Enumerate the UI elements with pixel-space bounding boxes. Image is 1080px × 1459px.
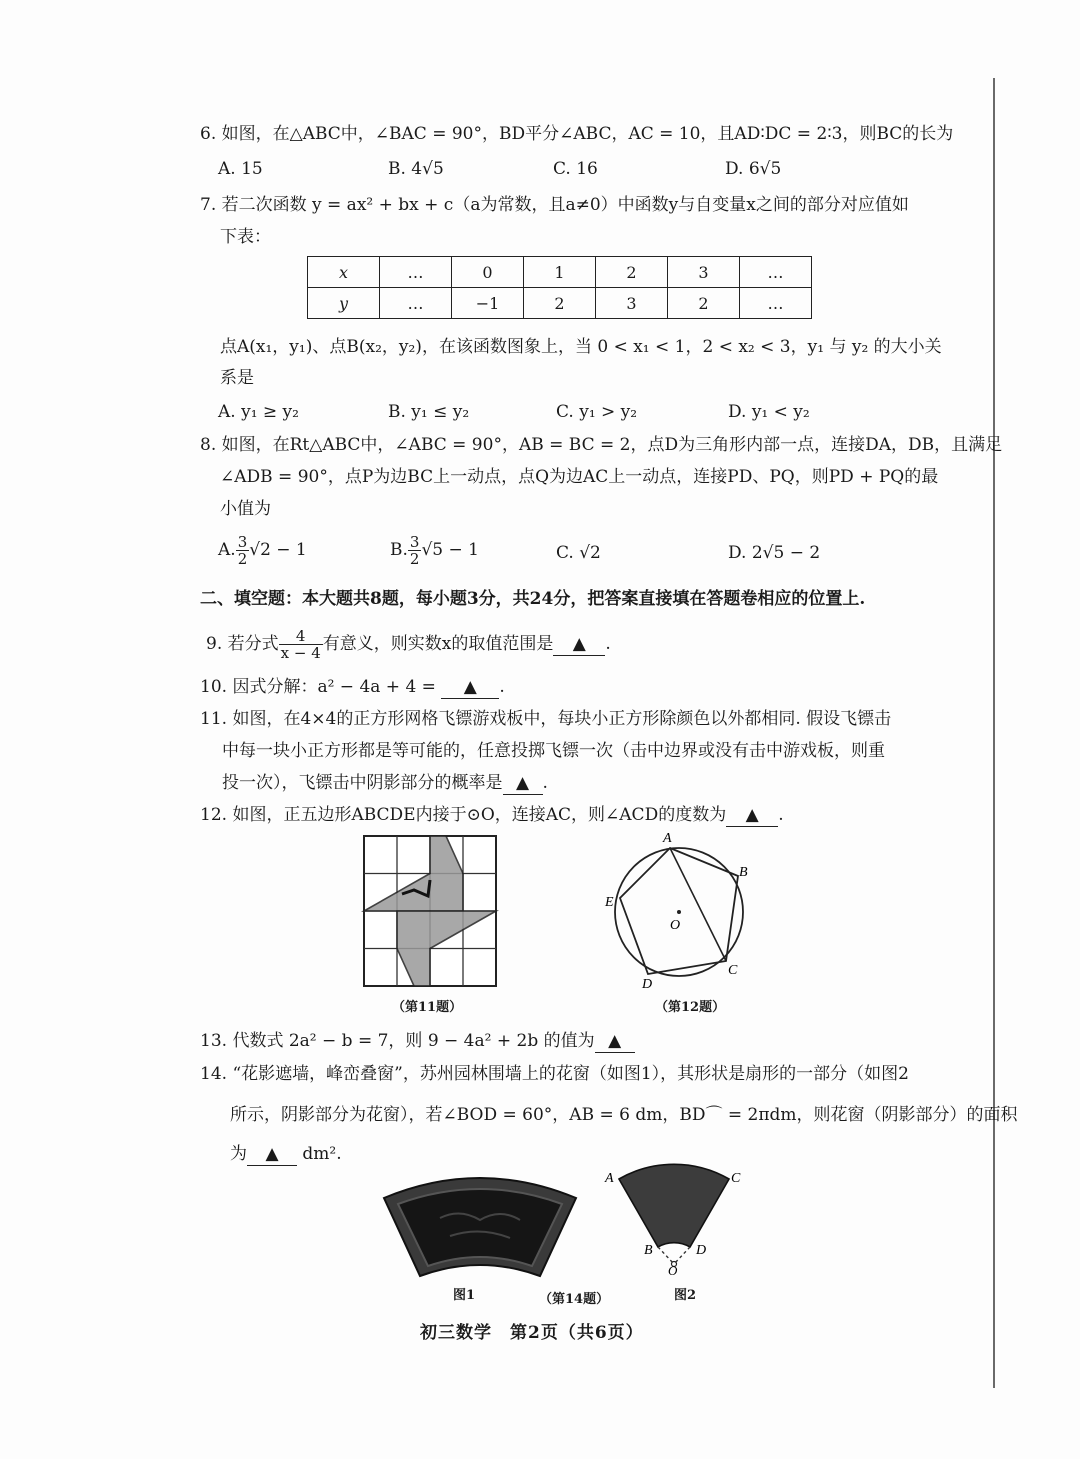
option-rest: √5 − 1 <box>421 540 479 560</box>
q6-option-d: D. 6√5 <box>725 159 782 179</box>
q7-stem-line1: 7. 若二次函数 y = ax² + bx + c（a为常数，且a≠0）中函数y与自变量x之间的部分对应值如 <box>200 195 909 215</box>
q13-line <box>200 1030 635 1053</box>
label-b: B <box>644 1243 653 1258</box>
table-cell: … <box>380 288 452 319</box>
fraction-denominator: 2 <box>409 550 420 568</box>
table-cell: 3 <box>596 288 668 319</box>
q14-line3 <box>230 1143 342 1166</box>
table-cell: 0 <box>452 257 524 288</box>
table-row <box>308 257 812 288</box>
q8-stem-line2: ∠ADB = 90°，点P为边BC上一动点，点Q为边AC上一动点，连接PD、PQ，则PD + PQ的最 <box>220 467 939 487</box>
q11-line2: 中每一块小正方形都是等可能的，任意投掷飞镖一次（击中边界或没有击中游戏板，则重 <box>222 741 885 761</box>
q11-dartboard-figure <box>362 834 498 988</box>
q14-prefix: 为 <box>230 1144 247 1164</box>
label-d: D <box>696 1243 707 1258</box>
answer-triangle: ▲ <box>463 677 477 697</box>
answer-blank <box>726 804 778 827</box>
q7-text-line1: 点A(x₁，y₁)、点B(x₂，y₂)，在该函数图象上，当 0 < x₁ < 1，2 < x₂ < 3，y₁ 与 y₂ 的大小关 <box>220 337 942 357</box>
q10-text: 10. 因式分解：a² − 4a + 4 = <box>200 677 436 697</box>
q7-option-d: D. y₁ < y₂ <box>728 402 810 422</box>
fraction <box>279 628 323 661</box>
q7-option-b: B. y₁ ≤ y₂ <box>388 402 470 422</box>
q8-option-b <box>390 534 479 567</box>
table-cell: 2 <box>524 288 596 319</box>
fraction-denominator: x − 4 <box>280 644 321 662</box>
q9-end: . <box>605 634 611 654</box>
q8-option-a <box>218 534 307 567</box>
table-cell: 2 <box>596 257 668 288</box>
q8-option-d: D. 2√5 − 2 <box>728 543 821 563</box>
q10-line <box>200 676 505 699</box>
q9-line <box>206 628 611 661</box>
q7-stem-line2: 下表： <box>220 227 271 247</box>
fraction <box>408 534 422 567</box>
page-footer: 初三数学 第2页（共6页） <box>420 1323 644 1343</box>
table-cell: 1 <box>524 257 596 288</box>
q6-option-a: A. 15 <box>218 159 263 179</box>
fig14-caption: （第14题） <box>539 1292 610 1307</box>
q9-prefix: 9. 若分式 <box>206 634 279 654</box>
table-cell: 3 <box>668 257 740 288</box>
label-o: O <box>668 1263 678 1278</box>
q8-option-c: C. √2 <box>556 543 601 563</box>
fraction <box>236 534 250 567</box>
label-c: C <box>731 1171 741 1186</box>
table-cell: … <box>380 257 452 288</box>
section-two-heading: 二、填空题：本大题共8题，每小题3分，共24分，把答案直接填在答题卷相应的位置上. <box>200 589 866 609</box>
q6-option-c: C. 16 <box>553 159 598 179</box>
table-cell: x <box>308 257 380 288</box>
label-c: C <box>728 963 738 978</box>
answer-triangle: ▲ <box>515 773 530 793</box>
option-rest: √2 − 1 <box>249 540 307 560</box>
table-cell: … <box>740 257 812 288</box>
answer-triangle: ▲ <box>572 634 586 654</box>
label-a: A <box>663 831 672 846</box>
fraction-numerator: 4 <box>279 628 323 645</box>
q7-option-a: A. y₁ ≥ y₂ <box>218 402 299 422</box>
q12-end: . <box>778 805 784 825</box>
q6-stem: 6. 如图，在△ABC中，∠BAC = 90°，BD平分∠ABC，AC = 10，且AD∶DC = 2∶3，则BC的长为 <box>200 124 954 144</box>
q9-suffix: 有意义，则实数x的取值范围是 <box>322 634 554 654</box>
q11-text: 投一次），飞镖击中阴影部分的概率是 <box>222 773 503 793</box>
page-edge-rule <box>993 78 995 1388</box>
q14-line2: 所示，阴影部分为花窗），若∠BOD = 60°，AB = 6 dm，BD⌒ = 2πdm，则花窗（阴影部分）的面积 <box>230 1105 1018 1125</box>
q6-option-b: B. 4√5 <box>388 159 444 179</box>
fig12-caption: （第12题） <box>655 1000 726 1015</box>
answer-triangle: ▲ <box>608 1031 622 1051</box>
label-a: A <box>605 1171 614 1186</box>
q11-line3 <box>222 772 548 795</box>
q13-text: 13. 代数式 2a² − b = 7，则 9 − 4a² + 2b 的值为 <box>200 1031 595 1051</box>
q12-line <box>200 804 784 827</box>
fig11-caption: （第11题） <box>392 1000 463 1015</box>
answer-blank <box>553 633 605 656</box>
q8-stem-line1: 8. 如图，在Rt△ABC中，∠ABC = 90°，AB = BC = 2，点D为三角形内部一点，连接DA，DB，且满足 <box>200 435 1003 455</box>
q14-flower-window-photo <box>380 1168 580 1284</box>
q7-option-c: C. y₁ > y₂ <box>556 402 638 422</box>
q11-line1: 11. 如图，在4×4的正方形网格飞镖游戏板中，每块小正方形除颜色以外都相同. 假设飞镖击 <box>200 709 892 729</box>
option-letter: A. <box>218 540 236 560</box>
q7-value-table <box>307 256 812 319</box>
q12-text: 12. 如图，正五边形ABCDE内接于⊙O，连接AC，则∠ACD的度数为 <box>200 805 727 825</box>
q7-text-line2: 系是 <box>220 368 254 388</box>
label-d: D <box>642 977 653 992</box>
table-row <box>308 288 812 319</box>
q12-pentagon-figure <box>606 828 766 992</box>
fraction-denominator: 2 <box>237 550 248 568</box>
answer-blank <box>247 1143 297 1166</box>
q14-sector-figure <box>600 1158 750 1276</box>
table-cell: 2 <box>668 288 740 319</box>
fig14-1-label: 图1 <box>453 1288 476 1303</box>
table-cell: … <box>740 288 812 319</box>
table-cell: −1 <box>452 288 524 319</box>
q11-end: . <box>542 773 548 793</box>
label-e: E <box>605 895 614 910</box>
answer-blank <box>503 772 543 795</box>
q14-line1: 14. “花影遮墙，峰峦叠窗”，苏州园林围墙上的花窗（如图1），其形状是扇形的一部分（如图2 <box>200 1064 909 1084</box>
q8-stem-line3: 小值为 <box>220 499 271 519</box>
option-letter: B. <box>390 540 408 560</box>
answer-triangle: ▲ <box>745 805 759 825</box>
label-o: O <box>670 918 681 933</box>
label-b: B <box>739 865 748 880</box>
table-cell: y <box>308 288 380 319</box>
q10-end: . <box>499 677 505 697</box>
answer-blank <box>441 676 499 699</box>
answer-triangle: ▲ <box>265 1144 279 1164</box>
fraction-numerator: 3 <box>409 533 420 551</box>
fraction-numerator: 3 <box>237 533 248 551</box>
fig14-2-label: 图2 <box>674 1288 697 1303</box>
q14-unit: dm². <box>302 1144 342 1164</box>
answer-blank <box>595 1030 635 1053</box>
